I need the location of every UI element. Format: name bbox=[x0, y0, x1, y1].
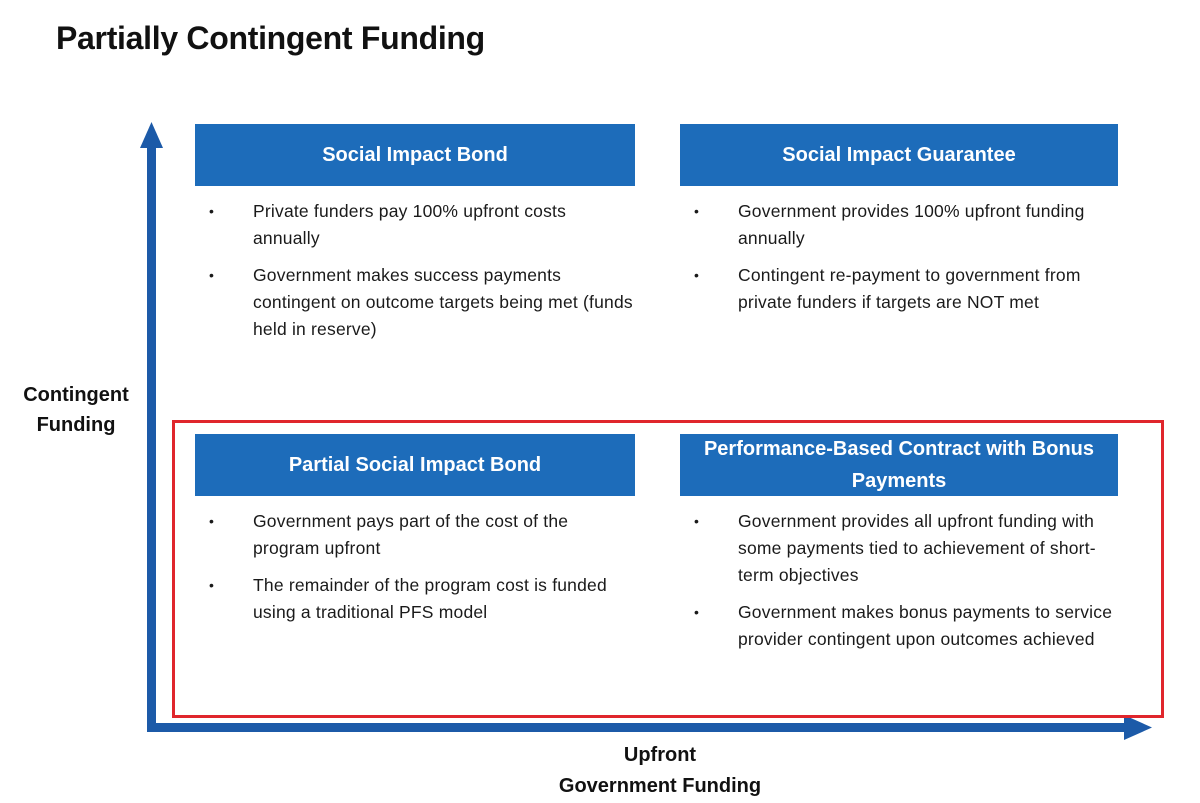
bullet-item: • Government makes success payments contingent on outcome targets being met (funds held in reserve) bbox=[195, 262, 635, 343]
bullet-item: • Private funders pay 100% upfront costs annually bbox=[195, 198, 635, 252]
bullet-list bbox=[680, 508, 1118, 653]
page-title: Partially Contingent Funding bbox=[56, 20, 485, 56]
bullet-icon: • bbox=[694, 203, 700, 219]
quadrant-heading: Social Impact Guarantee bbox=[680, 124, 1118, 186]
x-axis-label-line2: Government Funding bbox=[558, 775, 762, 797]
x-axis-label bbox=[500, 740, 820, 802]
x-axis-arrowhead bbox=[1124, 715, 1152, 740]
quadrant-social-impact-guarantee bbox=[680, 124, 1118, 326]
y-axis-line bbox=[147, 146, 156, 732]
x-axis-line bbox=[147, 723, 1127, 732]
bullet-item: • Government provides 100% upfront funding annually bbox=[680, 198, 1118, 252]
quadrant-heading: Social Impact Bond bbox=[195, 124, 635, 186]
bullet-item: • Contingent re-payment to government from private funders if targets are NOT met bbox=[680, 262, 1118, 316]
quadrant-performance-based-contract bbox=[680, 434, 1118, 663]
y-axis-label bbox=[6, 380, 146, 440]
quadrant-heading: Partial Social Impact Bond bbox=[195, 434, 635, 496]
bullet-item: • Government pays part of the cost of the program upfront bbox=[195, 508, 635, 562]
bullet-icon: • bbox=[209, 577, 215, 593]
bullet-item: • The remainder of the program cost is funded using a traditional PFS model bbox=[195, 572, 635, 626]
bullet-list bbox=[680, 198, 1118, 316]
bullet-item: • Government provides all upfront funding with some payments tied to achievement of short-term objectives bbox=[680, 508, 1118, 589]
bullet-icon: • bbox=[694, 604, 700, 620]
y-axis-arrowhead bbox=[140, 122, 163, 148]
y-axis-label-line2: Funding bbox=[36, 414, 116, 436]
x-axis-label-line1: Upfront bbox=[623, 744, 697, 766]
bullet-icon: • bbox=[209, 513, 215, 529]
bullet-list bbox=[195, 508, 635, 626]
bullet-list bbox=[195, 198, 635, 343]
y-axis-label-line1: Contingent bbox=[23, 384, 129, 406]
bullet-icon: • bbox=[694, 513, 700, 529]
quadrant-heading: Performance-Based Contract with Bonus Payments bbox=[680, 434, 1118, 496]
bullet-icon: • bbox=[694, 267, 700, 283]
quadrant-partial-social-impact-bond bbox=[195, 434, 635, 636]
bullet-icon: • bbox=[209, 267, 215, 283]
quadrant-social-impact-bond bbox=[195, 124, 635, 353]
bullet-item: • Government makes bonus payments to service provider contingent upon outcomes achieved bbox=[680, 599, 1118, 653]
bullet-icon: • bbox=[209, 203, 215, 219]
